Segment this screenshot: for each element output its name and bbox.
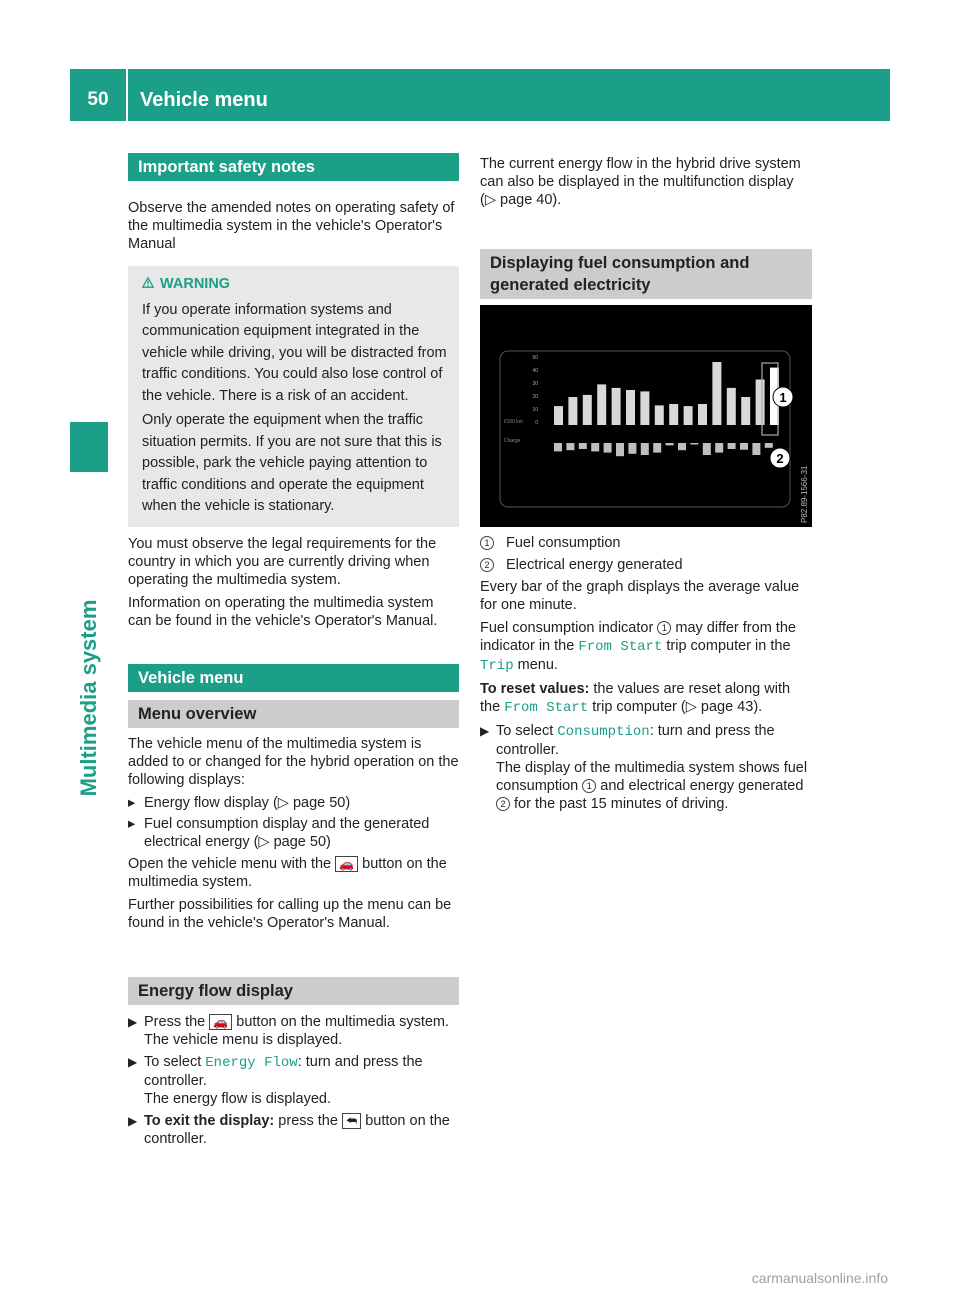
energy-flow-heading: Energy flow display xyxy=(128,977,459,1005)
menu-overview-heading: Menu overview xyxy=(128,700,459,728)
energy-bar xyxy=(752,443,760,455)
unit-label: l/100 km xyxy=(504,419,523,425)
callout-2-label: 2 xyxy=(776,451,784,466)
multifunction-display-text: The current energy flow in the hybrid drive system can also be displayed in the multifunction display (▷ page 40). xyxy=(480,156,801,208)
energy-bar xyxy=(728,443,736,449)
warning-paragraph-2: Only operate the equipment when the traffic situation permits. If you are not sure that this is possible, park the vehicle paying attention to traffic conditions and operate the equipment when the vehicle is stationary. xyxy=(142,412,442,514)
energy-bar xyxy=(703,443,711,455)
list-item: ▸ Fuel consumption display and the generated electrical energy (▷ page 50) xyxy=(128,816,430,850)
reset-values-text: To reset values: the values are reset along with the From Start trip computer (▷ page 43). xyxy=(480,681,791,716)
bullet-marker: ▸ xyxy=(128,795,136,811)
energy-bar xyxy=(653,443,661,453)
figure-code: P82.89-1566-31 xyxy=(800,465,809,523)
page-number: 50 xyxy=(87,89,109,110)
fuel-bar xyxy=(597,384,606,425)
callout-1-label: 1 xyxy=(779,390,787,405)
warning-paragraph-1: If you operate information systems and communication equipment integrated in the vehicle while driving, you will be distracted from traffic conditions. You could also lose control of the vehicle. There is a risk of an accident. xyxy=(142,301,447,404)
step-result: The vehicle menu is displayed. xyxy=(144,1032,343,1048)
consumption-chart xyxy=(480,305,812,527)
step-select-consumption: ▶ To select Consumption: turn and press the controller. The display of the multimedia system shows fuel consumption 1 and electrical energy generated 2 for the past 15 minutes of driving. xyxy=(480,723,808,812)
energy-flow-intro xyxy=(480,155,812,214)
warning-label: WARNING xyxy=(160,276,231,292)
fuel-bar xyxy=(554,406,563,425)
safety-heading: Important safety notes xyxy=(128,153,459,181)
energy-bar xyxy=(678,443,686,450)
energy-bar xyxy=(715,443,723,453)
operators-manual-text: Information on operating the multimedia system can be found in the vehicle's Operator's Manual. xyxy=(128,594,438,629)
header-divider xyxy=(126,69,128,121)
step-arrow-icon: ▶ xyxy=(128,1055,138,1069)
car-icon: 🚗 xyxy=(335,856,358,872)
page-title: Vehicle menu xyxy=(140,89,268,111)
indicator-difference-text: Fuel consumption indicator 1 may differ from the indicator in the From Start trip computer in the Trip menu. xyxy=(480,620,796,674)
energy-bar xyxy=(765,443,773,448)
section-label: Multimedia system xyxy=(76,599,101,797)
fuel-consumption-figure xyxy=(480,305,812,527)
energy-bar xyxy=(628,443,636,454)
warning-title xyxy=(142,274,451,296)
step-arrow-icon: ▶ xyxy=(128,1015,138,1029)
energy-bar xyxy=(554,443,562,451)
energy-bar xyxy=(666,443,674,445)
energy-bar xyxy=(579,443,587,449)
energy-flow-section xyxy=(128,977,459,1152)
y-tick-label: 30 xyxy=(532,381,538,387)
energy-bars xyxy=(554,443,773,456)
legend-number-2: 2 xyxy=(480,558,494,572)
legend-item-fuel: 1 Fuel consumption xyxy=(480,534,812,552)
open-menu-text: Open the vehicle menu with the 🚗 button on the multimedia system. xyxy=(128,856,447,890)
fuel-bar xyxy=(684,406,693,425)
y-tick-label: 10 xyxy=(532,407,538,413)
warning-box xyxy=(128,266,459,527)
vehicle-menu-section xyxy=(128,664,459,937)
y-tick-labels xyxy=(532,355,538,426)
fuel-bar xyxy=(655,405,664,425)
fuel-bar xyxy=(756,380,765,426)
list-item: ▸ Energy flow display (▷ page 50) xyxy=(128,795,351,811)
step-select-energy-flow: ▶ To select Energy Flow: turn and press the controller. The energy flow is displayed. xyxy=(128,1054,423,1107)
legend-number-1: 1 xyxy=(480,536,494,550)
energy-bar xyxy=(604,443,612,453)
fuel-bar xyxy=(698,404,707,425)
y-tick-label: 0 xyxy=(535,420,538,426)
fuel-bar xyxy=(727,388,736,425)
section-tab-marker xyxy=(70,422,108,472)
warning-triangle-icon xyxy=(142,274,154,296)
energy-bar xyxy=(566,443,574,450)
fuel-bar xyxy=(741,397,750,425)
energy-bar xyxy=(616,443,624,456)
y-tick-label: 40 xyxy=(532,368,538,374)
bullet-marker: ▸ xyxy=(128,816,136,832)
safety-section xyxy=(128,153,459,635)
watermark: carmanualsonline.info xyxy=(751,1270,888,1286)
fuel-consumption-heading-wrap xyxy=(480,249,812,299)
legend-item-energy: 2 Electrical energy generated xyxy=(480,556,812,574)
energy-bar xyxy=(641,443,649,455)
menu-item-energy-flow: Energy Flow xyxy=(205,1055,298,1071)
menu-item-from-start: From Start xyxy=(504,700,589,716)
menu-display-list xyxy=(128,794,459,851)
fuel-bar xyxy=(626,390,635,425)
energy-bar xyxy=(740,443,748,450)
bar-description: Every bar of the graph displays the average value for one minute. xyxy=(480,579,800,613)
energy-bar xyxy=(591,443,599,451)
menu-item-trip: Trip xyxy=(480,658,514,674)
fuel-bar xyxy=(583,395,592,425)
car-icon: 🚗 xyxy=(209,1014,232,1030)
further-possibilities-text: Further possibilities for calling up the menu can be found in the vehicle's Operator's Manual. xyxy=(128,897,452,931)
fuel-bar xyxy=(640,391,649,425)
menu-overview-intro: The vehicle menu of the multimedia system is added to or changed for the hybrid operation on the following displays: xyxy=(128,736,459,788)
vehicle-menu-heading: Vehicle menu xyxy=(128,664,459,692)
charge-label: Charge xyxy=(504,438,521,444)
menu-item-consumption: Consumption xyxy=(557,724,650,740)
energy-bar xyxy=(690,443,698,445)
fuel-consumption-heading: Displaying fuel consumption and generated electricity xyxy=(480,249,812,299)
step-arrow-icon: ▶ xyxy=(128,1114,138,1128)
fuel-bar xyxy=(712,362,721,425)
step-arrow-icon: ▶ xyxy=(480,724,490,738)
fuel-bars xyxy=(554,362,779,425)
screen-frame xyxy=(500,351,790,507)
y-tick-label: 50 xyxy=(532,355,538,361)
step-press-button: ▶ Press the 🚗 button on the multimedia system. The vehicle menu is displayed. xyxy=(128,1014,450,1048)
step-result: The energy flow is displayed. xyxy=(144,1091,331,1107)
step-exit-display: ▶ To exit the display: press the ⮪ button on the controller. xyxy=(128,1113,450,1147)
fuel-bar xyxy=(612,388,621,425)
legal-requirements-text: You must observe the legal requirements for the country in which you are currently driving when operating the multimedia system. xyxy=(128,535,437,588)
fuel-bar xyxy=(568,397,577,425)
fuel-bar xyxy=(669,404,678,425)
y-tick-label: 20 xyxy=(532,394,538,400)
back-arrow-icon: ⮪ xyxy=(342,1113,361,1129)
fuel-consumption-body xyxy=(480,534,812,817)
safety-intro: Observe the amended notes on operating safety of the multimedia system in the vehicle's Operator's Manual xyxy=(128,200,455,252)
menu-item-from-start: From Start xyxy=(578,639,663,655)
